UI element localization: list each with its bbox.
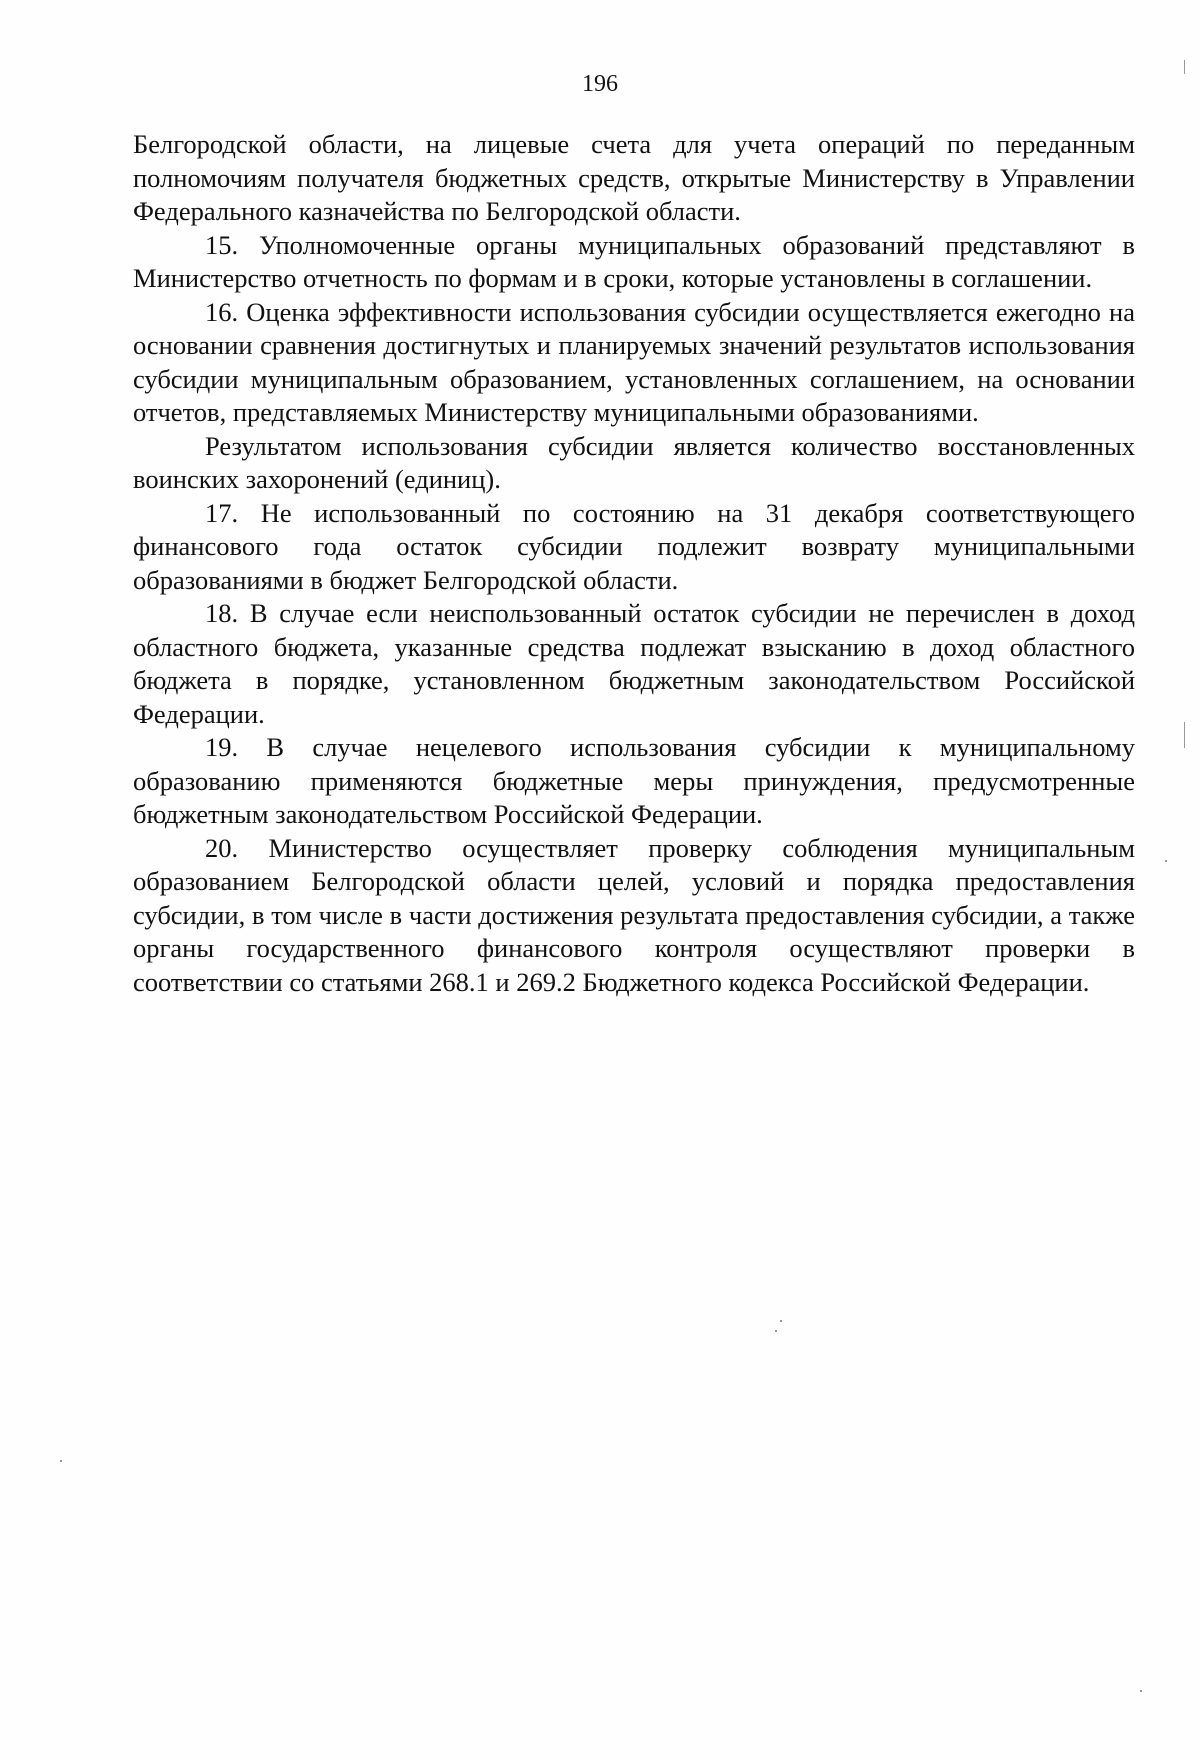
paragraph-result: Результатом использования субсидии является количество восстановленных воинских захоронений (единиц). [133, 430, 1135, 494]
scan-speck [1140, 1690, 1142, 1692]
scan-speck [1165, 860, 1167, 862]
paragraph-continuation: Белгородской области, на лицевые счета для учета операций по переданным полномочиям получателя бюджетных средств, открытые Министерству в Управлении Федерального казначейства по Белгородской области. [133, 129, 1135, 226]
scan-edge-mark [1184, 722, 1185, 748]
paragraph-item-16: 16. Оценка эффективности использования субсидии осуществляется ежегодно на основании сравнения достигнутых и планируемых значений результатов использования субсидии муниципальным образованием, установленных соглашением, на основании отчетов, представляемых Министерству муниципальными образованиями. [133, 296, 1135, 427]
scan-speck [780, 1320, 782, 1322]
paragraph-item-15: 15. Уполномоченные органы муниципальных образований представляют в Министерство отчетность по формам и в сроки, которые установлены в соглашении. [133, 229, 1135, 293]
paragraph-item-19: 19. В случае нецелевого использования субсидии к муниципальному образованию применяются бюджетные меры принуждения, предусмотренные бюджетным законодательством Российской Федерации. [133, 732, 1135, 829]
paragraph-item-17: 17. Не использованный по состоянию на 31 декабря соответствующего финансового года остаток субсидии подлежит возврату муниципальными образованиями в бюджет Белгородской области. [133, 497, 1135, 595]
page-number: 196 [582, 71, 618, 97]
paragraph-item-18: 18. В случае если неиспользованный остаток субсидии не перечислен в доход областного бюджета, указанные средства подлежат взысканию в доход областного бюджета в порядке, установленном бюджетным законодательством Российской Федерации. [133, 598, 1135, 729]
scan-speck [60, 1460, 62, 1462]
document-body [133, 128, 1135, 999]
paragraph-item-20: 20. Министерство осуществляет проверку соблюдения муниципальным образованием Белгородской области целей, условий и порядка предоставления субсидии, в том числе в части достижения результата предоставления субсидии, а также органы государственного финансового контроля осуществляют проверки в соответствии со статьями 268.1 и 269.2 Бюджетного кодекса Российской Федерации. [133, 832, 1135, 997]
scan-edge-mark [1184, 60, 1185, 74]
scan-speck [775, 1330, 777, 1332]
